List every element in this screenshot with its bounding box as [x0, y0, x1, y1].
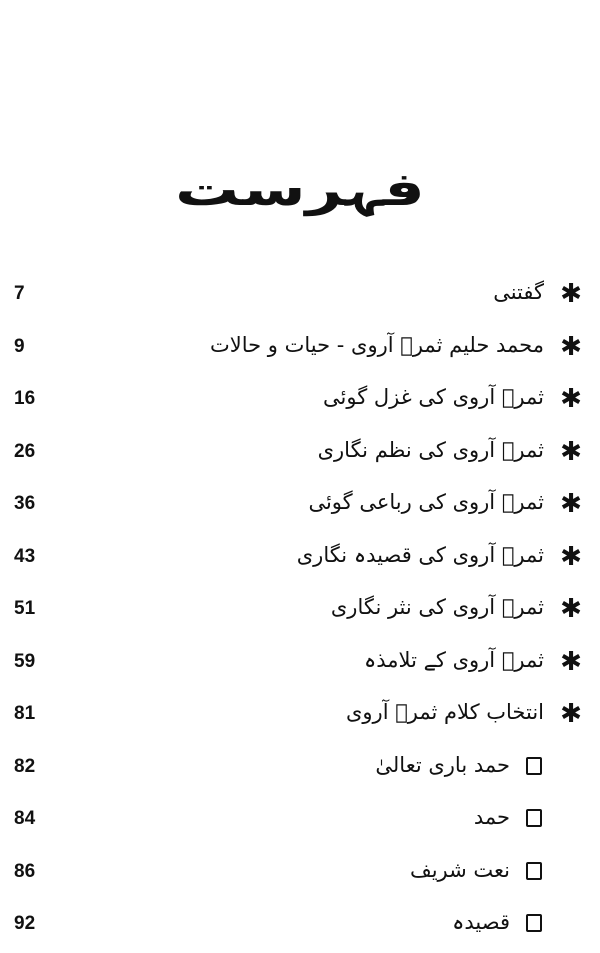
- checkbox-square-icon: [526, 862, 542, 880]
- toc-page-number: 51: [14, 598, 36, 619]
- toc-row[interactable]: [0, 690, 600, 743]
- toc-page-number: 82: [14, 755, 36, 777]
- toc-entry-title: محمد حلیم ثمرؔ آروی - حیات و حالات: [209, 332, 544, 357]
- toc-page-number: 81: [14, 703, 36, 724]
- toc-row[interactable]: [0, 638, 600, 691]
- star-icon: ✱: [560, 489, 582, 519]
- toc-entry-title: نعت شریف: [409, 857, 510, 882]
- checkbox-square-icon: [526, 914, 542, 932]
- toc-page-number: 43: [14, 545, 36, 567]
- star-icon: ✱: [560, 279, 582, 309]
- toc-row[interactable]: [0, 795, 600, 848]
- toc-entry-title: گفتنی: [493, 280, 544, 304]
- toc-page-number: 26: [14, 440, 36, 462]
- checkbox-square-icon: [526, 757, 542, 775]
- toc-row[interactable]: [0, 743, 600, 796]
- star-icon: ✱: [560, 646, 582, 677]
- star-icon: ✱: [560, 594, 582, 624]
- toc-entry-title: ثمرؔ آروی کی غزل گوئی: [323, 385, 544, 409]
- toc-page-number: 86: [14, 860, 36, 882]
- toc-row[interactable]: [0, 585, 600, 638]
- toc-entry-title: ثمرؔ آروی کی نظم نگاری: [317, 437, 544, 462]
- toc-row[interactable]: [0, 900, 600, 953]
- star-icon: ✱: [560, 541, 582, 572]
- page-title: فہرست: [175, 163, 425, 217]
- toc-page-number: 7: [14, 283, 25, 304]
- toc-entry-title: ثمرؔ آروی کی قصیدہ نگاری: [296, 542, 544, 567]
- toc-row[interactable]: [0, 428, 600, 481]
- toc-row[interactable]: [0, 533, 600, 586]
- toc-entry-title: ثمرؔ آروی کی رباعی گوئی: [308, 490, 544, 514]
- toc-page-number: 9: [14, 335, 25, 357]
- star-icon: ✱: [560, 436, 582, 467]
- toc-row[interactable]: [0, 270, 600, 323]
- toc-entry-title: حمد باری تعالیٰ: [375, 752, 510, 777]
- star-icon: ✱: [560, 331, 582, 362]
- star-icon: ✱: [560, 699, 582, 729]
- toc-page-number: 59: [14, 650, 36, 672]
- toc-entry-title: ثمرؔ آروی کی نثر نگاری: [330, 595, 544, 619]
- toc-entry-title: حمد: [473, 805, 510, 829]
- toc-row[interactable]: [0, 848, 600, 901]
- toc-page-number: 84: [14, 808, 36, 829]
- star-icon: ✱: [560, 384, 582, 414]
- toc-row[interactable]: [0, 323, 600, 376]
- checkbox-square-icon: [526, 809, 542, 827]
- toc-entry-title: ثمرؔ آروی کے تلامذہ: [363, 647, 544, 672]
- toc-row[interactable]: [0, 480, 600, 533]
- toc-page-number: 92: [14, 913, 36, 934]
- toc-row[interactable]: [0, 375, 600, 428]
- toc-page-number: 16: [14, 388, 36, 409]
- table-of-contents: [0, 270, 600, 953]
- toc-page-number: 36: [14, 493, 36, 514]
- toc-entry-title: انتخاب کلام ثمرؔ آروی: [345, 700, 544, 724]
- toc-entry-title: قصیدہ: [452, 910, 510, 934]
